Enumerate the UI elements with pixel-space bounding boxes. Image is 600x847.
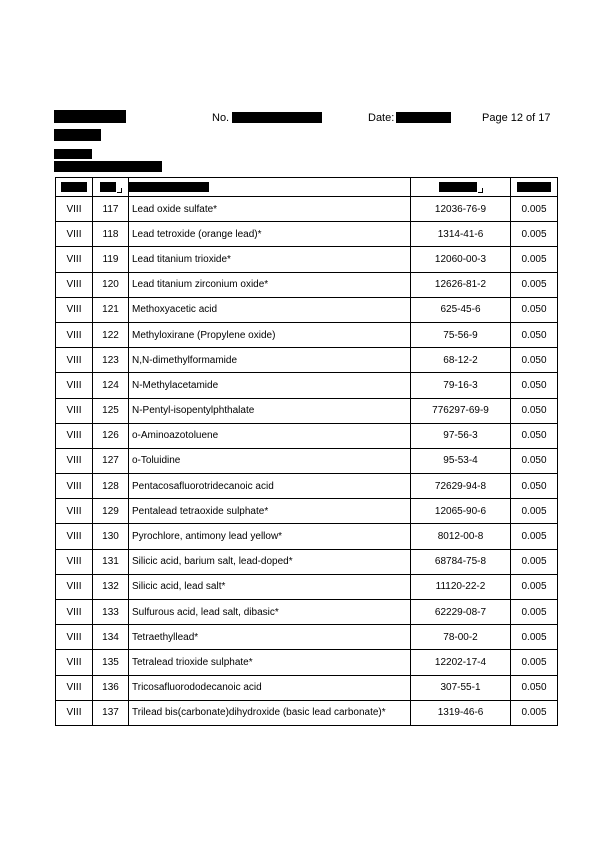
cell-annex: VIII xyxy=(56,700,93,725)
table-body xyxy=(56,197,558,726)
cell-cas-number: 72629-94-8 xyxy=(411,474,511,499)
table-row xyxy=(56,448,558,473)
table-row xyxy=(56,348,558,373)
cell-limit: 0.050 xyxy=(511,675,558,700)
table-row xyxy=(56,272,558,297)
report-date-label: Date: xyxy=(368,112,395,124)
cell-cas-number: 1314-41-6 xyxy=(411,222,511,247)
cell-limit: 0.005 xyxy=(511,197,558,222)
cell-limit: 0.005 xyxy=(511,499,558,524)
cell-no: 129 xyxy=(93,499,129,524)
cell-substance-name: Sulfurous acid, lead salt, dibasic* xyxy=(129,600,411,625)
cell-limit: 0.005 xyxy=(511,700,558,725)
cell-cas-number: 625-45-6 xyxy=(411,297,511,322)
table-row xyxy=(56,499,558,524)
cell-substance-name: N,N-dimethylformamide xyxy=(129,348,411,373)
redacted-report-date xyxy=(396,112,451,123)
cell-substance-name: Silicic acid, barium salt, lead-doped* xyxy=(129,549,411,574)
cell-substance-name: Pentacosafluorotridecanoic acid xyxy=(129,474,411,499)
cell-annex: VIII xyxy=(56,600,93,625)
cell-annex: VIII xyxy=(56,574,93,599)
cell-limit: 0.050 xyxy=(511,474,558,499)
cell-cas-number: 68784-75-8 xyxy=(411,549,511,574)
cell-annex: VIII xyxy=(56,423,93,448)
redacted-line-4 xyxy=(54,161,162,172)
cell-annex: VIII xyxy=(56,474,93,499)
cell-substance-name: N-Pentyl-isopentylphthalate xyxy=(129,398,411,423)
cell-limit: 0.005 xyxy=(511,222,558,247)
substances-table xyxy=(55,177,558,726)
table-row xyxy=(56,297,558,322)
cell-cas-number: 78-00-2 xyxy=(411,625,511,650)
cell-cas-number: 12626-81-2 xyxy=(411,272,511,297)
table-row xyxy=(56,549,558,574)
cell-annex: VIII xyxy=(56,322,93,347)
cell-substance-name: Pyrochlore, antimony lead yellow* xyxy=(129,524,411,549)
table-row xyxy=(56,423,558,448)
cell-no: 126 xyxy=(93,423,129,448)
cell-no: 119 xyxy=(93,247,129,272)
table-row xyxy=(56,625,558,650)
cell-no: 117 xyxy=(93,197,129,222)
cell-limit: 0.050 xyxy=(511,398,558,423)
cell-cas-number: 68-12-2 xyxy=(411,348,511,373)
cell-limit: 0.005 xyxy=(511,549,558,574)
cell-no: 134 xyxy=(93,625,129,650)
cell-cas-number: 12202-17-4 xyxy=(411,650,511,675)
cell-substance-name: Methyloxirane (Propylene oxide) xyxy=(129,322,411,347)
col-header-cas xyxy=(411,178,511,197)
report-number-label: No. xyxy=(212,112,230,124)
table-header-row xyxy=(56,178,558,197)
cell-cas-number: 95-53-4 xyxy=(411,448,511,473)
cell-cas-number: 97-56-3 xyxy=(411,423,511,448)
cell-cas-number: 12060-00-3 xyxy=(411,247,511,272)
cell-cas-number: 307-55-1 xyxy=(411,675,511,700)
cell-substance-name: Lead tetroxide (orange lead)* xyxy=(129,222,411,247)
table-row xyxy=(56,700,558,725)
cell-annex: VIII xyxy=(56,675,93,700)
cell-cas-number: 75-56-9 xyxy=(411,322,511,347)
cell-substance-name: Tricosafluorododecanoic acid xyxy=(129,675,411,700)
cell-substance-name: Silicic acid, lead salt* xyxy=(129,574,411,599)
cell-no: 131 xyxy=(93,549,129,574)
cell-cas-number: 12036-76-9 xyxy=(411,197,511,222)
cell-cas-number: 1319-46-6 xyxy=(411,700,511,725)
cell-annex: VIII xyxy=(56,373,93,398)
cell-substance-name: Lead oxide sulfate* xyxy=(129,197,411,222)
cell-substance-name: Pentalead tetraoxide sulphate* xyxy=(129,499,411,524)
cell-limit: 0.050 xyxy=(511,297,558,322)
cell-limit: 0.050 xyxy=(511,448,558,473)
cell-substance-name: Tetraethyllead* xyxy=(129,625,411,650)
cell-no: 123 xyxy=(93,348,129,373)
cell-limit: 0.005 xyxy=(511,625,558,650)
table-row xyxy=(56,322,558,347)
table-row xyxy=(56,197,558,222)
table-row xyxy=(56,398,558,423)
cell-limit: 0.005 xyxy=(511,600,558,625)
cell-cas-number: 11120-22-2 xyxy=(411,574,511,599)
cell-substance-name: Methoxyacetic acid xyxy=(129,297,411,322)
cell-limit: 0.005 xyxy=(511,272,558,297)
redacted-line-3 xyxy=(54,149,92,159)
table-row xyxy=(56,574,558,599)
cell-no: 133 xyxy=(93,600,129,625)
cell-cas-number: 62229-08-7 xyxy=(411,600,511,625)
cell-substance-name: Lead titanium zirconium oxide* xyxy=(129,272,411,297)
cell-cas-number: 12065-90-6 xyxy=(411,499,511,524)
cell-no: 137 xyxy=(93,700,129,725)
cell-no: 121 xyxy=(93,297,129,322)
cell-limit: 0.005 xyxy=(511,574,558,599)
cell-limit: 0.050 xyxy=(511,373,558,398)
cell-annex: VIII xyxy=(56,650,93,675)
cell-substance-name: o-Toluidine xyxy=(129,448,411,473)
redacted-report-number xyxy=(232,112,322,123)
cell-annex: VIII xyxy=(56,448,93,473)
cell-annex: VIII xyxy=(56,625,93,650)
cell-cas-number: 79-16-3 xyxy=(411,373,511,398)
cell-annex: VIII xyxy=(56,549,93,574)
table-row xyxy=(56,474,558,499)
cell-cas-number: 8012-00-8 xyxy=(411,524,511,549)
col-header-substance xyxy=(129,178,411,197)
table-row xyxy=(56,373,558,398)
cell-annex: VIII xyxy=(56,197,93,222)
cell-substance-name: Trilead bis(carbonate)dihydroxide (basic lead carbonate)* xyxy=(129,700,411,725)
cell-annex: VIII xyxy=(56,222,93,247)
col-header-annex xyxy=(56,178,93,197)
table-row xyxy=(56,650,558,675)
cell-no: 136 xyxy=(93,675,129,700)
cell-no: 128 xyxy=(93,474,129,499)
cell-no: 124 xyxy=(93,373,129,398)
cell-limit: 0.005 xyxy=(511,247,558,272)
redacted-title xyxy=(54,110,126,123)
cell-no: 120 xyxy=(93,272,129,297)
cell-limit: 0.005 xyxy=(511,650,558,675)
redacted-report-code xyxy=(54,129,101,141)
table-row xyxy=(56,524,558,549)
cell-substance-name: o-Aminoazotoluene xyxy=(129,423,411,448)
table-row xyxy=(56,600,558,625)
cell-no: 135 xyxy=(93,650,129,675)
cell-substance-name: N-Methylacetamide xyxy=(129,373,411,398)
cell-no: 122 xyxy=(93,322,129,347)
cell-annex: VIII xyxy=(56,348,93,373)
page-indicator: Page 12 of 17 xyxy=(482,112,551,124)
table-row xyxy=(56,222,558,247)
cell-no: 132 xyxy=(93,574,129,599)
col-header-limit xyxy=(511,178,558,197)
cell-substance-name: Tetralead trioxide sulphate* xyxy=(129,650,411,675)
cell-no: 127 xyxy=(93,448,129,473)
cell-annex: VIII xyxy=(56,247,93,272)
table-row xyxy=(56,247,558,272)
cell-annex: VIII xyxy=(56,272,93,297)
cell-no: 130 xyxy=(93,524,129,549)
cell-cas-number: 776297-69-9 xyxy=(411,398,511,423)
cell-limit: 0.050 xyxy=(511,348,558,373)
cell-limit: 0.005 xyxy=(511,524,558,549)
table-row xyxy=(56,675,558,700)
cell-annex: VIII xyxy=(56,524,93,549)
cell-no: 125 xyxy=(93,398,129,423)
cell-annex: VIII xyxy=(56,297,93,322)
cell-annex: VIII xyxy=(56,398,93,423)
cell-no: 118 xyxy=(93,222,129,247)
cell-limit: 0.050 xyxy=(511,322,558,347)
cell-substance-name: Lead titanium trioxide* xyxy=(129,247,411,272)
cell-limit: 0.050 xyxy=(511,423,558,448)
cell-annex: VIII xyxy=(56,499,93,524)
col-header-no xyxy=(93,178,129,197)
